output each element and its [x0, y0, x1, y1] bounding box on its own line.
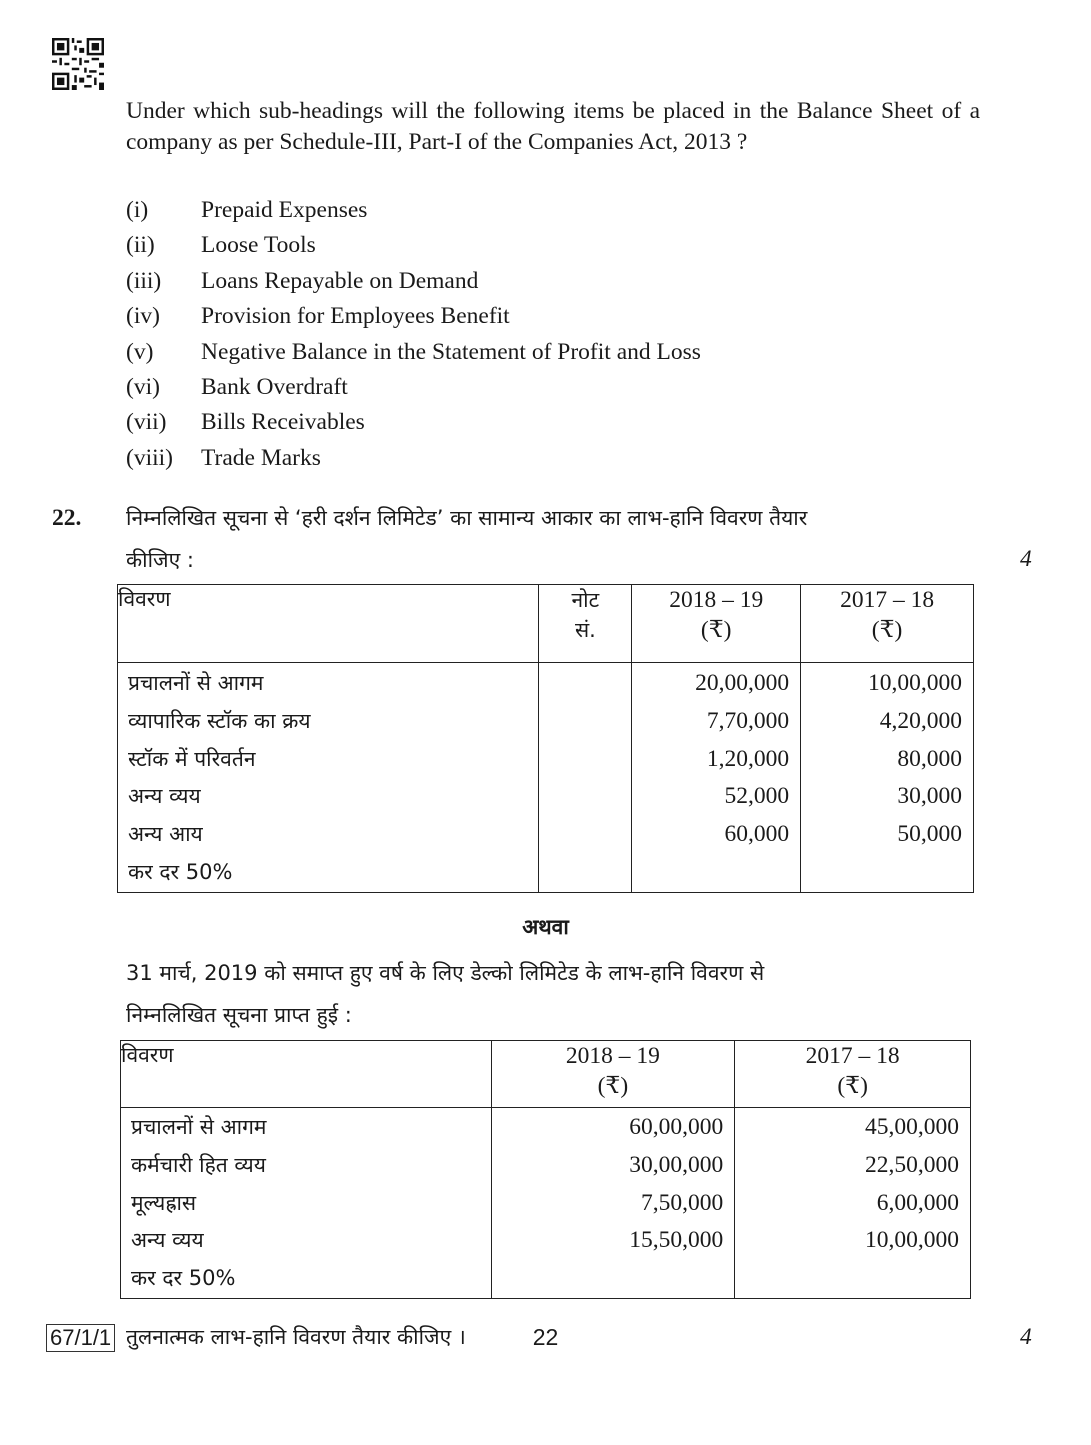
- item-text: Bills Receivables: [201, 409, 365, 436]
- currency-label: (₹): [700, 617, 732, 643]
- question-number: 22.: [52, 505, 82, 531]
- item-number: (viii): [126, 444, 173, 471]
- currency-label: (₹): [837, 1073, 868, 1099]
- year-header-2018-19: [632, 585, 801, 663]
- item-text: Prepaid Expenses: [201, 197, 368, 223]
- instruction-text: तुलनात्मक लाभ-हानि विवरण तैयार कीजिए ।: [126, 1325, 466, 1349]
- item-text: Trade Marks: [201, 444, 321, 471]
- labels-cell: [121, 1108, 492, 1299]
- item-number: (iii): [126, 267, 162, 294]
- page-number: 22: [532, 1324, 559, 1350]
- row-value: 4,20,000: [879, 707, 962, 734]
- row-value: [801, 854, 973, 892]
- row-label: प्रचालनों से आगम: [131, 1115, 267, 1139]
- row-label: व्यापारिक स्टॉक का क्रय: [128, 708, 311, 733]
- item-text: Provision for Employees Benefit: [201, 303, 510, 330]
- item-number: (vii): [126, 409, 167, 436]
- row-value: 15,50,000: [629, 1227, 724, 1254]
- labels-cell: [118, 663, 539, 893]
- row-label: कर दर 50%: [131, 1266, 236, 1291]
- values-2018-19-cell: [491, 1108, 735, 1299]
- year-header-2018-19: [491, 1041, 735, 1108]
- row-value: 80,000: [897, 745, 962, 772]
- alternative-line-2: निम्नलिखित सूचना प्राप्त हुई :: [126, 1003, 352, 1027]
- row-label: मूल्यह्रास: [131, 1190, 197, 1215]
- item-text: Loans Repayable on Demand: [201, 267, 479, 294]
- table-body-row: [118, 663, 974, 893]
- year-label: 2018 – 19: [565, 1043, 660, 1069]
- row-value: 60,00,000: [629, 1114, 724, 1140]
- values-2018-19-cell: [632, 663, 801, 893]
- note-header-line2: सं.: [574, 618, 596, 642]
- or-label: अथवा: [522, 915, 569, 939]
- row-value: 6,00,000: [876, 1189, 959, 1216]
- question-intro: Under which sub-headings will the following items be placed in the Balance Sheet of a company as per Schedule-III, Part-I of the Companies Act, 2013 ?: [126, 98, 980, 155]
- year-header-2017-18: [801, 585, 974, 663]
- row-label: अन्य व्यय: [128, 784, 201, 809]
- table-body-row: [121, 1108, 971, 1299]
- income-statement-table-1: [117, 584, 974, 893]
- item-text: Negative Balance in the Statement of Profit and Loss: [201, 338, 701, 365]
- row-value: 1,20,000: [706, 745, 790, 772]
- row-label: अन्य व्यय: [131, 1228, 204, 1253]
- row-label: स्टॉक में परिवर्तन: [128, 746, 256, 771]
- row-value: 20,00,000: [695, 670, 790, 696]
- item-text: Bank Overdraft: [201, 373, 348, 400]
- row-value: 22,50,000: [865, 1151, 959, 1178]
- row-value: 52,000: [724, 783, 790, 810]
- year-label: 2017 – 18: [805, 1043, 900, 1069]
- year-label: 2017 – 18: [840, 587, 935, 613]
- row-value: 7,70,000: [706, 707, 790, 734]
- question-line-1: निम्नलिखित सूचना से ‘हरी दर्शन लिमिटेड’ का सामान्य आकार का लाभ-हानि विवरण तैयार: [126, 506, 808, 530]
- row-value: 7,50,000: [641, 1189, 724, 1216]
- marks-label: 4: [1020, 1324, 1032, 1350]
- values-2017-18-cell: [735, 1108, 971, 1299]
- item-number: (iv): [126, 303, 160, 330]
- currency-label: (₹): [597, 1073, 629, 1099]
- item-number: (ii): [126, 232, 155, 259]
- year-label: 2018 – 19: [669, 587, 764, 613]
- row-label: प्रचालनों से आगम: [128, 671, 264, 695]
- row-label: कर दर 50%: [128, 859, 233, 884]
- row-label: कर्मचारी हित व्यय: [131, 1152, 266, 1177]
- row-value: [735, 1260, 970, 1298]
- values-2017-18-cell: [801, 663, 974, 893]
- income-statement-table-2: [120, 1040, 971, 1299]
- year-header-2017-18: [735, 1041, 971, 1108]
- row-value: 10,00,000: [865, 1227, 959, 1254]
- particulars-header: विवरण: [121, 1041, 492, 1108]
- row-label: अन्य आय: [128, 822, 203, 847]
- currency-label: (₹): [871, 617, 903, 643]
- row-value: [492, 1260, 735, 1298]
- row-value: 10,00,000: [868, 670, 962, 696]
- item-number: (i): [126, 197, 149, 223]
- paper-code: 67/1/1: [46, 1324, 115, 1352]
- marks-label: 4: [1020, 546, 1032, 572]
- item-text: Loose Tools: [201, 232, 316, 259]
- row-value: 50,000: [897, 821, 962, 848]
- qr-code-icon: [52, 38, 104, 90]
- row-value: 30,00,000: [629, 1151, 724, 1178]
- row-value: 45,00,000: [865, 1114, 959, 1140]
- note-header-line1: नोट: [571, 588, 600, 612]
- particulars-header: विवरण: [118, 585, 539, 663]
- item-number: (vi): [126, 373, 160, 400]
- row-value: 30,000: [897, 783, 962, 810]
- item-number: (v): [126, 338, 154, 365]
- row-value: [632, 854, 800, 892]
- note-cell: [539, 663, 632, 893]
- alternative-line-1: 31 मार्च, 2019 को समाप्त हुए वर्ष के लिए डेल्को लिमिटेड के लाभ-हानि विवरण से: [126, 961, 765, 985]
- row-value: 60,000: [724, 821, 790, 848]
- table-header-row: [118, 585, 974, 663]
- question-line-2: कीजिए :: [126, 548, 194, 572]
- note-header: [539, 585, 632, 663]
- table-header-row: [121, 1041, 971, 1108]
